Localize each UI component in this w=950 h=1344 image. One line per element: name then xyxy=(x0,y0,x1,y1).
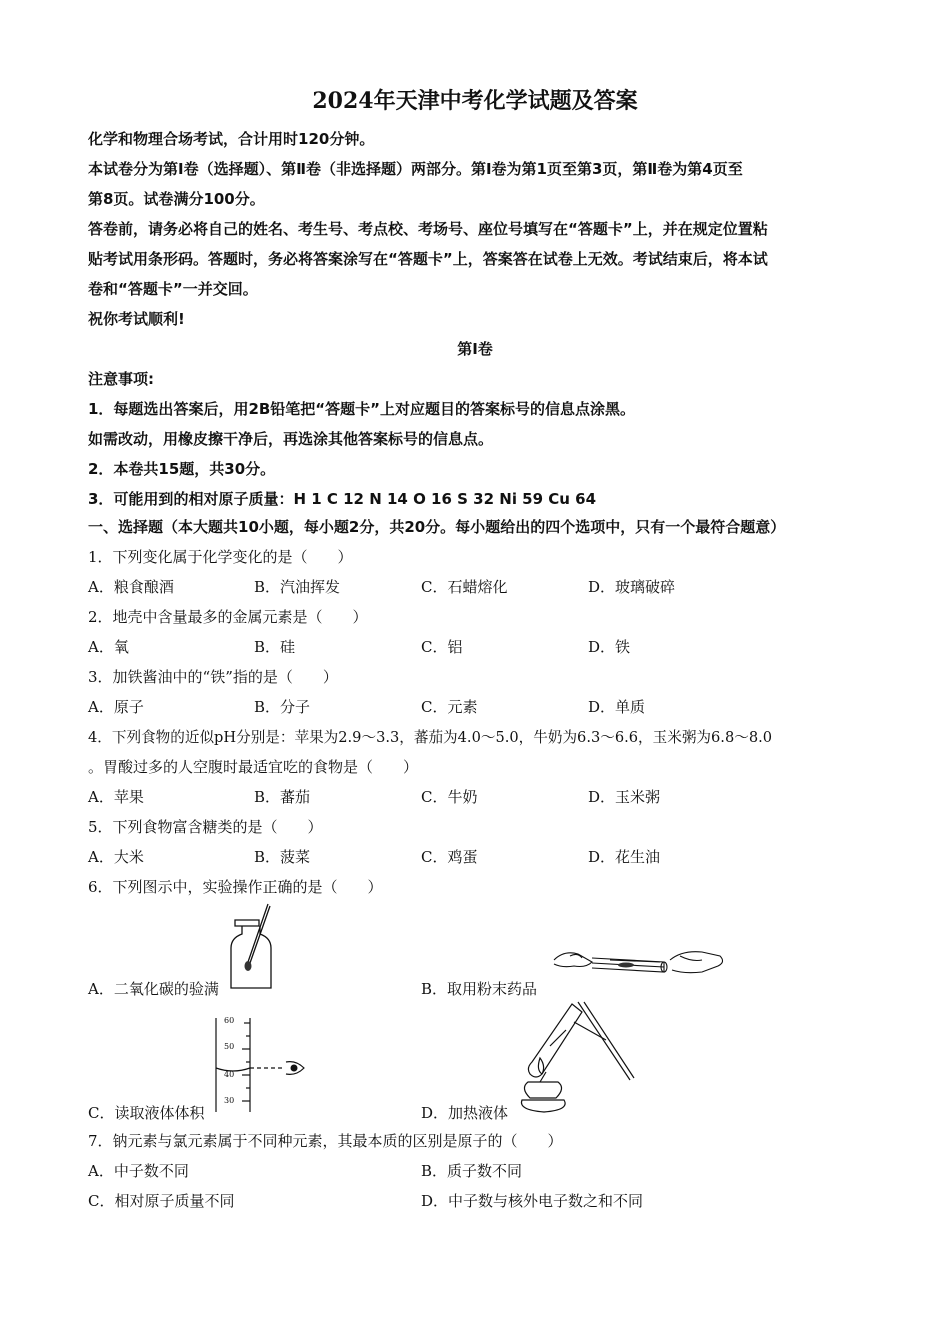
powder-sampling-figure xyxy=(552,942,728,986)
q1-option-d: D．玻璃破碎 xyxy=(588,578,676,596)
section-title: 第Ⅰ卷 xyxy=(457,340,493,358)
q4-option-a: A．苹果 xyxy=(88,788,144,806)
cylinder-figure-drawing xyxy=(226,1016,316,1114)
q4-option-c: C．牛奶 xyxy=(421,788,478,806)
q5-option-b: B．菠菜 xyxy=(254,848,311,866)
q3-option-a: A．原子 xyxy=(88,698,144,716)
intro-line-2b: 第8页。试卷满分100分。 xyxy=(88,190,265,208)
q4-option-b: B．蕃茄 xyxy=(254,788,311,806)
cylinder-reading-figure xyxy=(226,1016,316,1114)
intro-line-1: 化学和物理合场考试，合计用时120分钟。 xyxy=(88,130,375,148)
q6-option-b: B．取用粉末药品 xyxy=(421,980,538,998)
q7-stem: 7．钠元素与氯元素属于不同种元素，其最本质的区别是原子的（ ） xyxy=(88,1132,563,1150)
q3-stem: 3．加铁酱油中的“铁”指的是（ ） xyxy=(88,668,338,686)
q4-stem-a: 4．下列食物的近似pH分别是：苹果为2.9～3.3，蕃茄为4.0～5.0，牛奶为6.3～6.6，玉米粥为6.8～8.0 xyxy=(88,729,773,746)
q5-option-a: A．大米 xyxy=(88,848,144,866)
q2-option-c: C．铝 xyxy=(421,638,463,656)
q1-stem: 1．下列变化属于化学变化的是（ ） xyxy=(88,548,353,566)
cylinder-tick-50: 50 xyxy=(224,1042,235,1051)
q3-option-d: D．单质 xyxy=(588,698,646,716)
q7-option-b: B．质子数不同 xyxy=(421,1162,523,1180)
q3-option-c: C．元素 xyxy=(421,698,478,716)
q7-option-d: D．中子数与核外电子数之和不同 xyxy=(421,1192,644,1210)
q2-stem: 2．地壳中含量最多的金属元素是（ ） xyxy=(88,608,368,626)
q1-option-b: B．汽油挥发 xyxy=(254,578,341,596)
q5-option-d: D．花生油 xyxy=(588,848,661,866)
page-title: 2024年天津中考化学试题及答案 xyxy=(312,88,638,114)
intro-line-3a: 答卷前，请务必将自己的姓名、考生号、考点校、考场号、座位号填写在“答题卡”上，并在规定位置粘 xyxy=(88,220,768,238)
note-1b: 如需改动，用橡皮擦干净后，再选涂其他答案标号的信息点。 xyxy=(88,430,494,448)
q5-stem: 5．下列食物富含糖类的是（ ） xyxy=(88,818,323,836)
q6-option-d: D．加热液体 xyxy=(421,1104,509,1122)
note-3: 3．可能用到的相对原子质量：H 1 C 12 N 14 O 16 S 32 Ni 59 Cu 64 xyxy=(88,490,597,508)
part-heading: 一、选择题（本大题共10小题，每小题2分，共20分。每小题给出的四个选项中，只有一个最符合题意） xyxy=(88,518,786,536)
cylinder-tick-60: 60 xyxy=(224,1016,235,1025)
q6-option-c: C．读取液体体积 xyxy=(88,1104,205,1122)
cylinder-tick-40: 40 xyxy=(224,1070,235,1079)
intro-line-2a: 本试卷分为第Ⅰ卷（选择题）、第Ⅱ卷（非选择题）两部分。第Ⅰ卷为第1页至第3页，第Ⅱ卷为第4页至 xyxy=(88,160,743,178)
note-2: 2．本卷共15题，共30分。 xyxy=(88,460,276,478)
notes-heading: 注意事项: xyxy=(88,370,154,388)
co2-test-figure xyxy=(228,902,276,994)
q7-option-c: C．相对原子质量不同 xyxy=(88,1192,235,1210)
q5-option-c: C．鸡蛋 xyxy=(421,848,478,866)
q3-option-b: B．分子 xyxy=(254,698,311,716)
heating-liquid-figure xyxy=(514,1000,638,1118)
q2-option-b: B．硅 xyxy=(254,638,296,656)
q4-option-d: D．玉米粥 xyxy=(588,788,661,806)
intro-line-4: 祝你考试顺利! xyxy=(88,310,185,328)
q1-option-c: C．石蜡熔化 xyxy=(421,578,508,596)
q2-option-d: D．铁 xyxy=(588,638,631,656)
q6-option-a: A．二氧化碳的验满 xyxy=(88,980,219,998)
q2-option-a: A．氧 xyxy=(88,638,129,656)
intro-line-3c: 卷和“答题卡”一并交回。 xyxy=(88,280,258,298)
q4-stem-b: 。胃酸过多的人空腹时最适宜吃的食物是（ ） xyxy=(88,758,419,776)
cylinder-tick-30: 30 xyxy=(224,1096,235,1105)
q1-option-a: A．粮食酿酒 xyxy=(88,578,174,596)
intro-line-3b: 贴考试用条形码。答题时，务必将答案涂写在“答题卡”上，答案答在试卷上无效。考试结束后，将本试 xyxy=(88,250,768,268)
note-1a: 1．每题选出答案后，用2B铅笔把“答题卡”上对应题目的答案标号的信息点涂黑。 xyxy=(88,400,636,418)
q6-stem: 6．下列图示中，实验操作正确的是（ ） xyxy=(88,878,383,896)
q7-option-a: A．中子数不同 xyxy=(88,1162,189,1180)
